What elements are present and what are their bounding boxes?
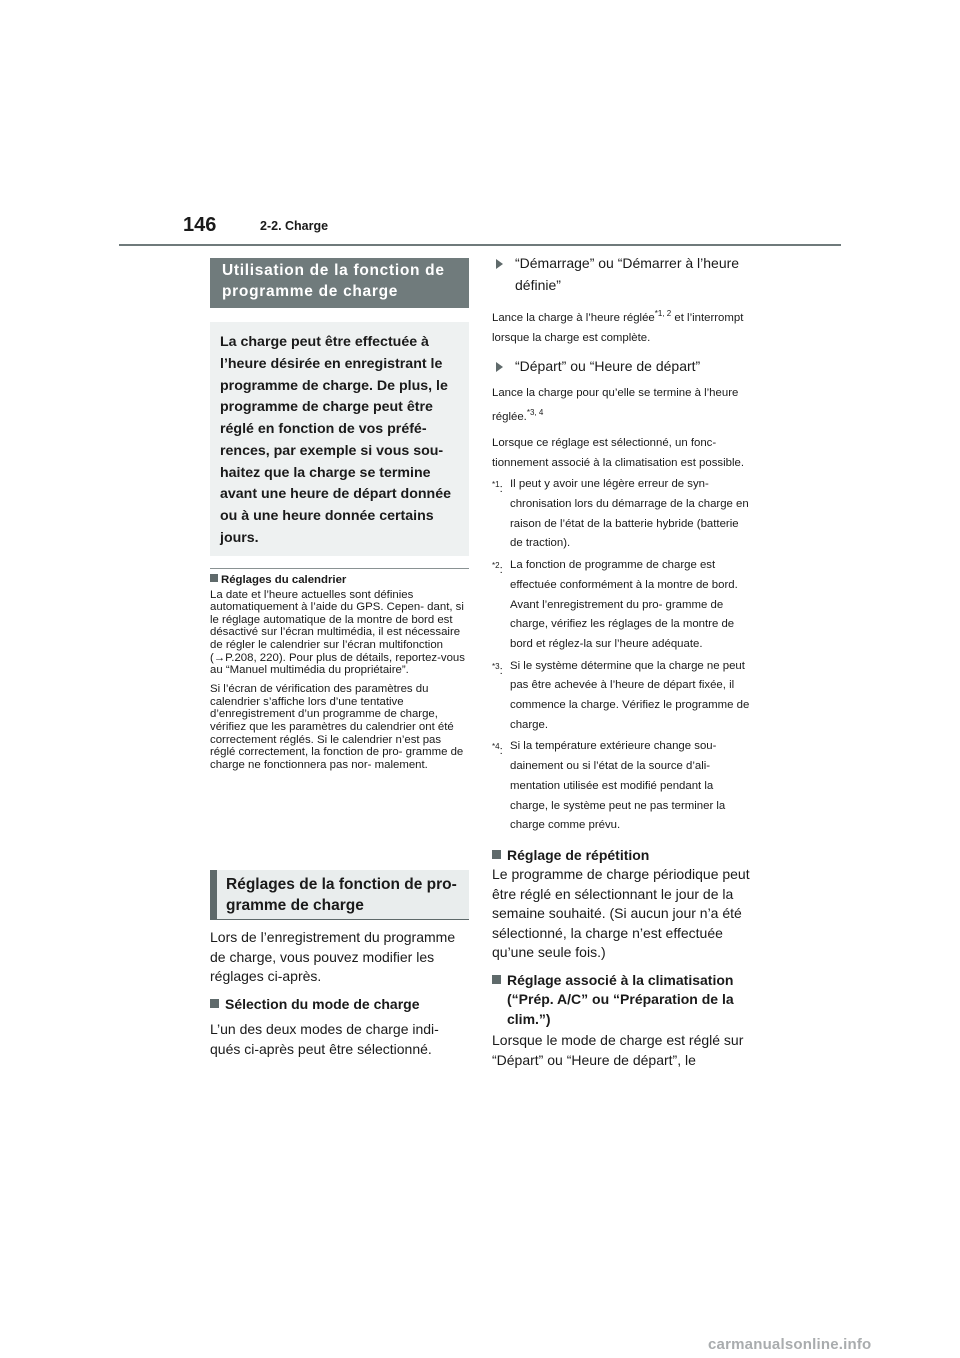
ac-heading: Réglage associé à la climatisation (“Prép. A/C” ou “Préparation de la clim.”): [492, 971, 752, 1030]
calendar-paragraph-2: Si l’écran de vérification des paramètres du calendrier s’affiche lors d’une tentative d’enregistrement d’un programme de charge, vérifiez que les paramètres du calendrier ont été correctement réglés. Si le calendrier n’est pas réglé correctement, la fonction de pro- gramme de charge ne fonctionnera pas nor- malement.: [210, 683, 464, 772]
ac-text: Lorsque le mode de charge est réglé sur “Départ” ou “Heure de départ”, le: [492, 1032, 744, 1068]
depart-mode-text: Lance la charge pour qu’elle se termine à l’heure réglée.$^{*3, 4}$: [492, 386, 739, 424]
settings-intro: Lors de l’enregistrement du programme de charge, vous pouvez modifier les réglages ci-après.: [210, 929, 456, 984]
footnote: $^{*1}$: Il peut y avoir une légère erreur de syn- chronisation lors du démarrage de la charge en raison de l’état de la batterie hybride (batterie de traction).: [492, 478, 749, 550]
depart-mode-heading: “Départ” ou “Heure de départ”: [492, 356, 752, 378]
footnote: $^{*3}$: Si le système détermine que la charge ne peut pas être achevée à l’heure de départ fixée, il commence la charge. Vérifiez le programme de charge.: [492, 659, 750, 731]
section-reference: 2-2. Charge: [260, 219, 329, 233]
triangle-bullet-icon: [496, 259, 503, 269]
intro-box: La charge peut être effectuée à l’heure désirée en enregistrant le programme de charge. De plus, le programme de charge peut être réglé en fonction de vos préfé- rences, par exemple si vous sou- haitez que la charge se termine avant une heure de départ donnée ou à une heure donnée certains jours.: [210, 322, 469, 556]
square-bullet-icon: [492, 975, 501, 984]
footnote: $^{*2}$: La fonction de programme de charge est effectuée conformément à la montre de bord. Avant l’enregistrement du pro- gramme de charge, vérifiez les réglages de la montre de bord et réglez-la sur l’heure adéquate.: [492, 559, 738, 650]
calendar-heading: Réglages du calendrier: [210, 573, 469, 587]
repeat-heading: Réglage de répétition: [492, 846, 752, 866]
square-bullet-icon: [492, 850, 501, 859]
repeat-text: Le programme de charge périodique peut être réglé en sélectionnant le jour de la semaine souhaité. (Si aucun jour n’a été sélectionné, la charge n’est effectuée qu’une seule fois.): [492, 866, 750, 961]
triangle-bullet-icon: [496, 362, 503, 372]
watermark: carmanualsonline.info: [708, 1336, 872, 1353]
calendar-paragraph-1: La date et l’heure actuelles sont définies automatiquement à l’aide du GPS. Cepen- dant, si le réglage automatique de la montre de bord est désactivé sur l’écran multimédia, il est nécessaire de régler le calendrier sur l’écran multifonction (→P.208, 220). Pour plus de détails, reportez-vous au “Manuel multimédia du propriétaire”.: [210, 588, 465, 677]
right-column: [492, 253, 752, 1070]
start-mode-heading: “Démarrage” ou “Démarrer à l’heure définie”: [492, 253, 752, 296]
footnote: $^{*4}$: Si la température extérieure change sou- dainement ou si l’état de la source d’ali- mentation utilisée est modifié pendant la charge, le système peut ne pas terminer la charge comme prévu.: [492, 740, 726, 832]
mode-heading: Sélection du mode de charge: [210, 995, 470, 1015]
square-bullet-icon: [210, 999, 219, 1008]
square-bullet-icon: [210, 574, 218, 582]
section-title-settings: Réglages de la fonction de pro- gramme de charge: [210, 870, 469, 920]
section-title-charge-schedule: Utilisation de la fonction de programme de charge: [210, 258, 469, 308]
page-number: 146: [183, 214, 217, 236]
left-column: [210, 258, 469, 772]
depart-mode-text-2: Lorsque ce réglage est sélectionné, un fonc- tionnement associé à la climatisation est possible.: [492, 436, 744, 469]
mode-text: L’un des deux modes de charge indi- qués ci-après peut être sélectionné.: [210, 1021, 439, 1057]
divider: [210, 568, 469, 569]
left-column-bottom: [210, 928, 470, 1059]
header-rule: [119, 244, 841, 246]
start-mode-text: Lance la charge à l’heure réglée$^{*1, 2}$ et l’interrompt lorsque la charge est complète.: [492, 309, 744, 344]
